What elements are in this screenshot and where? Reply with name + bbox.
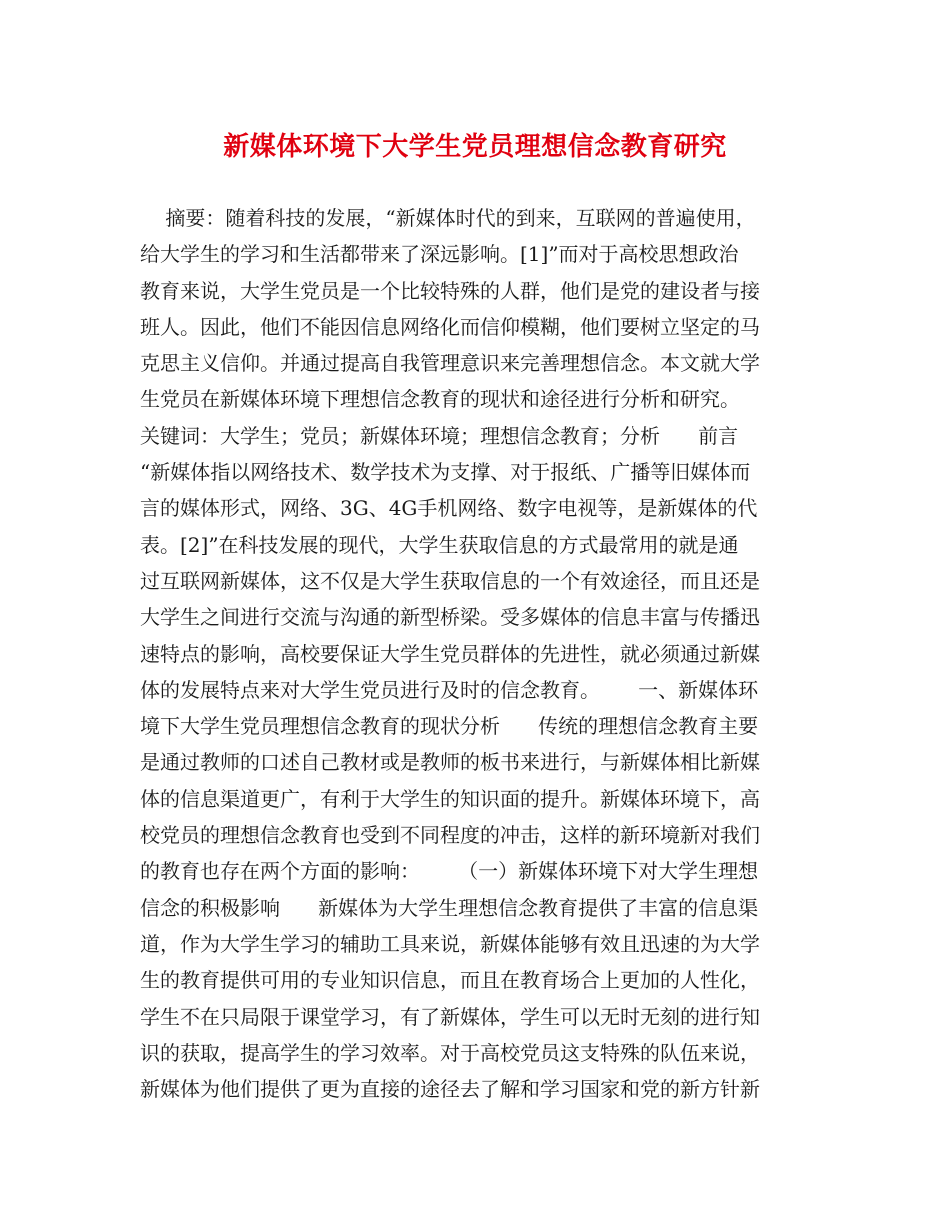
body-line: 识的获取，提高学生的学习效率。对于高校党员这支特殊的队伍来说， [140,1040,760,1065]
body-line: 大学生之间进行交流与沟通的新型桥梁。受多媒体的信息丰富与传播迅 [140,605,760,630]
body-line: 表。[2]”在科技发展的现代，大学生获取信息的方式最常用的就是通 [140,532,739,557]
body-line: 摘要：随着科技的发展，“新媒体时代的到来，互联网的普遍使用， [140,206,756,230]
body-line: 速特点的影响，高校要保证大学生党员群体的先进性，就必须通过新媒 [140,641,760,666]
body-line: 学生不在只局限于课堂学习，有了新媒体，学生可以无时无刻的进行知 [140,1004,760,1029]
body-line: 道，作为大学生学习的辅助工具来说，新媒体能够有效且迅速的为大学 [140,931,760,956]
body-line: 境下大学生党员理想信念教育的现状分析 传统的理想信念教育主要 [140,714,759,739]
body-line: 言的媒体形式，网络、3G、4G手机网络、数字电视等，是新媒体的代 [140,496,758,521]
body-line: 过互联网新媒体，这不仅是大学生获取信息的一个有效途径，而且还是 [140,568,760,593]
body-line: 班人。因此，他们不能因信息网络化而信仰模糊，他们要树立坚定的马 [140,314,760,339]
body-line: 是通过教师的口述自己教材或是教师的板书来进行，与新媒体相比新媒 [140,750,760,775]
body-line: 关键词：大学生；党员；新媒体环境；理想信念教育；分析 前言 [140,423,739,448]
body-line: 体的信息渠道更广，有利于大学生的知识面的提升。新媒体环境下，高 [140,786,760,811]
body-line: 体的发展特点来对大学生党员进行及时的信念教育。 一、新媒体环 [140,677,759,702]
document-title: 新媒体环境下大学生党员理想信念教育研究 [223,132,727,162]
body-line: 的教育也存在两个方面的影响： （一）新媒体环境下对大学生理想 [140,859,759,884]
body-line: 生党员在新媒体环境下理想信念教育的现状和途径进行分析和研究。 [140,387,740,412]
body-line: 信念的积极影响 新媒体为大学生理想信念教育提供了丰富的信息渠 [140,895,759,920]
body-line: 教育来说，大学生党员是一个比较特殊的人群，他们是党的建设者与接 [140,278,760,303]
body-line: 给大学生的学习和生活都带来了深远影响。[1]”而对于高校思想政治 [140,242,739,267]
body-line: “新媒体指以网络技术、数学技术为支撑、对于报纸、广播等旧媒体而 [140,460,751,485]
body-line: 克思主义信仰。并通过提高自我管理意识来完善理想信念。本文就大学 [140,351,760,376]
body-line: 校党员的理想信念教育也受到不同程度的冲击，这样的新环境新对我们 [140,823,760,848]
body-line: 生的教育提供可用的专业知识信息，而且在教育场合上更加的人性化， [140,968,760,993]
body-line: 新媒体为他们提供了更为直接的途径去了解和学习国家和党的新方针新 [140,1077,760,1102]
document-body [140,200,812,1107]
